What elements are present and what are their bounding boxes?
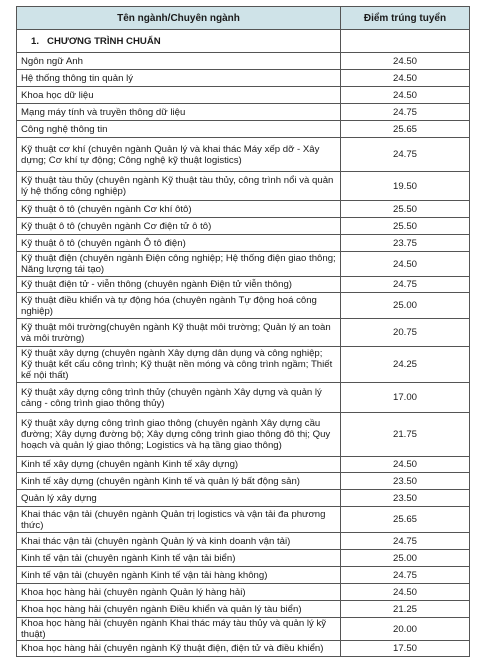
table-row [17, 104, 470, 121]
major-name-cell: Ngôn ngữ Anh [17, 53, 341, 70]
table-row [17, 533, 470, 550]
major-name-cell: Kỹ thuật xây dựng (chuyên ngành Xây dựng dân dụng và công nghiệp; Kỹ thuật kết cấu công trình; Kỹ thuật nền móng và công trình ngầm; Thiết kế nội thất) [17, 347, 341, 383]
table-row [17, 121, 470, 138]
table-row [17, 347, 470, 383]
score-cell: 25.50 [341, 218, 470, 235]
score-cell: 25.50 [341, 201, 470, 218]
major-name-cell: Khoa học hàng hải (chuyên ngành Khai thác máy tàu thủy và quản lý kỹ thuật) [17, 618, 341, 641]
score-cell: 24.50 [341, 584, 470, 601]
major-name-cell: Kỹ thuật điện (chuyên ngành Điện công nghiệp; Hệ thống điện giao thông; Năng lượng tái tạo) [17, 252, 341, 277]
table-row [17, 138, 470, 172]
major-name-cell: Hệ thống thông tin quản lý [17, 70, 341, 87]
score-cell: 25.00 [341, 550, 470, 567]
header-major: Tên ngành/Chuyên ngành [17, 7, 341, 30]
score-cell: 24.75 [341, 277, 470, 293]
table-row [17, 601, 470, 618]
major-name-cell: Kinh tế vận tải (chuyên ngành Kinh tế vận tải biển) [17, 550, 341, 567]
major-name-cell: Kỹ thuật ô tô (chuyên ngành Cơ điện tử ô tô) [17, 218, 341, 235]
score-cell: 17.50 [341, 641, 470, 657]
table-row [17, 413, 470, 457]
score-cell: 24.50 [341, 87, 470, 104]
score-cell: 24.75 [341, 104, 470, 121]
major-name-cell: Khoa học dữ liệu [17, 87, 341, 104]
score-cell: 24.75 [341, 138, 470, 172]
score-cell: 25.00 [341, 293, 470, 319]
score-cell: 23.50 [341, 473, 470, 490]
table-row [17, 641, 470, 657]
table-row [17, 172, 470, 201]
major-name-cell: Kinh tế xây dựng (chuyên ngành Kinh tế và quản lý bất động sản) [17, 473, 341, 490]
score-cell: 24.50 [341, 252, 470, 277]
table-row [17, 584, 470, 601]
table-row [17, 201, 470, 218]
table-row [17, 490, 470, 507]
score-cell: 24.25 [341, 347, 470, 383]
table-row [17, 252, 470, 277]
major-name-cell: Quản lý xây dựng [17, 490, 341, 507]
major-name-cell: Kỹ thuật điều khiển và tự động hóa (chuyên ngành Tự động hoá công nghiệp) [17, 293, 341, 319]
score-cell: 24.50 [341, 457, 470, 473]
section-score-cell [341, 30, 470, 53]
header-score: Điểm trúng tuyển [341, 7, 470, 30]
major-name-cell: Khai thác vận tải (chuyên ngành Quản trị logistics và vận tải đa phương thức) [17, 507, 341, 533]
section-title-text: CHƯƠNG TRÌNH CHUẨN [47, 35, 161, 47]
table-row [17, 473, 470, 490]
score-cell: 24.75 [341, 567, 470, 584]
table-row [17, 53, 470, 70]
table-row [17, 319, 470, 347]
section-row [17, 30, 470, 53]
score-cell: 21.75 [341, 413, 470, 457]
table-row [17, 618, 470, 641]
table-header-row [17, 7, 470, 30]
score-cell: 25.65 [341, 121, 470, 138]
table-row [17, 70, 470, 87]
major-name-cell: Khoa học hàng hải (chuyên ngành Kỹ thuật điện, điện tử và điều khiển) [17, 641, 341, 657]
major-name-cell: Kinh tế xây dựng (chuyên ngành Kinh tế xây dựng) [17, 457, 341, 473]
major-name-cell: Kỹ thuật điện tử - viễn thông (chuyên ngành Điện tử viễn thông) [17, 277, 341, 293]
score-cell: 24.75 [341, 533, 470, 550]
score-cell: 23.75 [341, 235, 470, 252]
score-cell: 20.00 [341, 618, 470, 641]
admission-scores-table [16, 6, 470, 657]
major-name-cell: Khoa học hàng hải (chuyên ngành Quản lý hàng hải) [17, 584, 341, 601]
score-cell: 23.50 [341, 490, 470, 507]
section-number: 1. [31, 35, 40, 47]
major-name-cell: Kỹ thuật xây dựng công trình thủy (chuyên ngành Xây dựng và quản lý cảng - công trình giao thông thủy) [17, 383, 341, 413]
score-cell: 24.50 [341, 53, 470, 70]
score-cell: 25.65 [341, 507, 470, 533]
table-row [17, 293, 470, 319]
table-row [17, 277, 470, 293]
score-cell: 21.25 [341, 601, 470, 618]
table-row [17, 87, 470, 104]
table-row [17, 507, 470, 533]
score-cell: 24.50 [341, 70, 470, 87]
major-name-cell: Khai thác vận tải (chuyên ngành Quản lý và kinh doanh vận tải) [17, 533, 341, 550]
score-cell: 19.50 [341, 172, 470, 201]
table-row [17, 457, 470, 473]
major-name-cell: Kỹ thuật ô tô (chuyên ngành Cơ khí ôtô) [17, 201, 341, 218]
table-row [17, 218, 470, 235]
major-name-cell: Công nghệ thông tin [17, 121, 341, 138]
major-name-cell: Kỹ thuật xây dựng công trình giao thông (chuyên ngành Xây dựng cầu đường; Xây dựng đường bộ; Xây dựng công trình giao thông đô thị; Quy hoạch và quản lý giao thông; Logistics và hạ tầng giao thông) [17, 413, 341, 457]
score-cell: 20.75 [341, 319, 470, 347]
major-name-cell: Kỹ thuật cơ khí (chuyên ngành Quản lý và khai thác Máy xếp dỡ - Xây dựng; Cơ khí tự động; Công nghệ kỹ thuật logistics) [17, 138, 341, 172]
major-name-cell: Kỹ thuật ô tô (chuyên ngành Ô tô điện) [17, 235, 341, 252]
section-title [17, 30, 341, 53]
major-name-cell: Khoa học hàng hải (chuyên ngành Điều khiển và quản lý tàu biển) [17, 601, 341, 618]
score-cell: 17.00 [341, 383, 470, 413]
table-row [17, 383, 470, 413]
major-name-cell: Kỹ thuật tàu thủy (chuyên ngành Kỹ thuật tàu thủy, công trình nổi và quản lý hệ thống công nghiệp) [17, 172, 341, 201]
table-row [17, 235, 470, 252]
major-name-cell: Kỹ thuật môi trường(chuyên ngành Kỹ thuật môi trường; Quản lý an toàn và môi trường) [17, 319, 341, 347]
table-row [17, 550, 470, 567]
major-name-cell: Mạng máy tính và truyền thông dữ liệu [17, 104, 341, 121]
major-name-cell: Kinh tế vận tải (chuyên ngành Kinh tế vận tải hàng không) [17, 567, 341, 584]
table-row [17, 567, 470, 584]
